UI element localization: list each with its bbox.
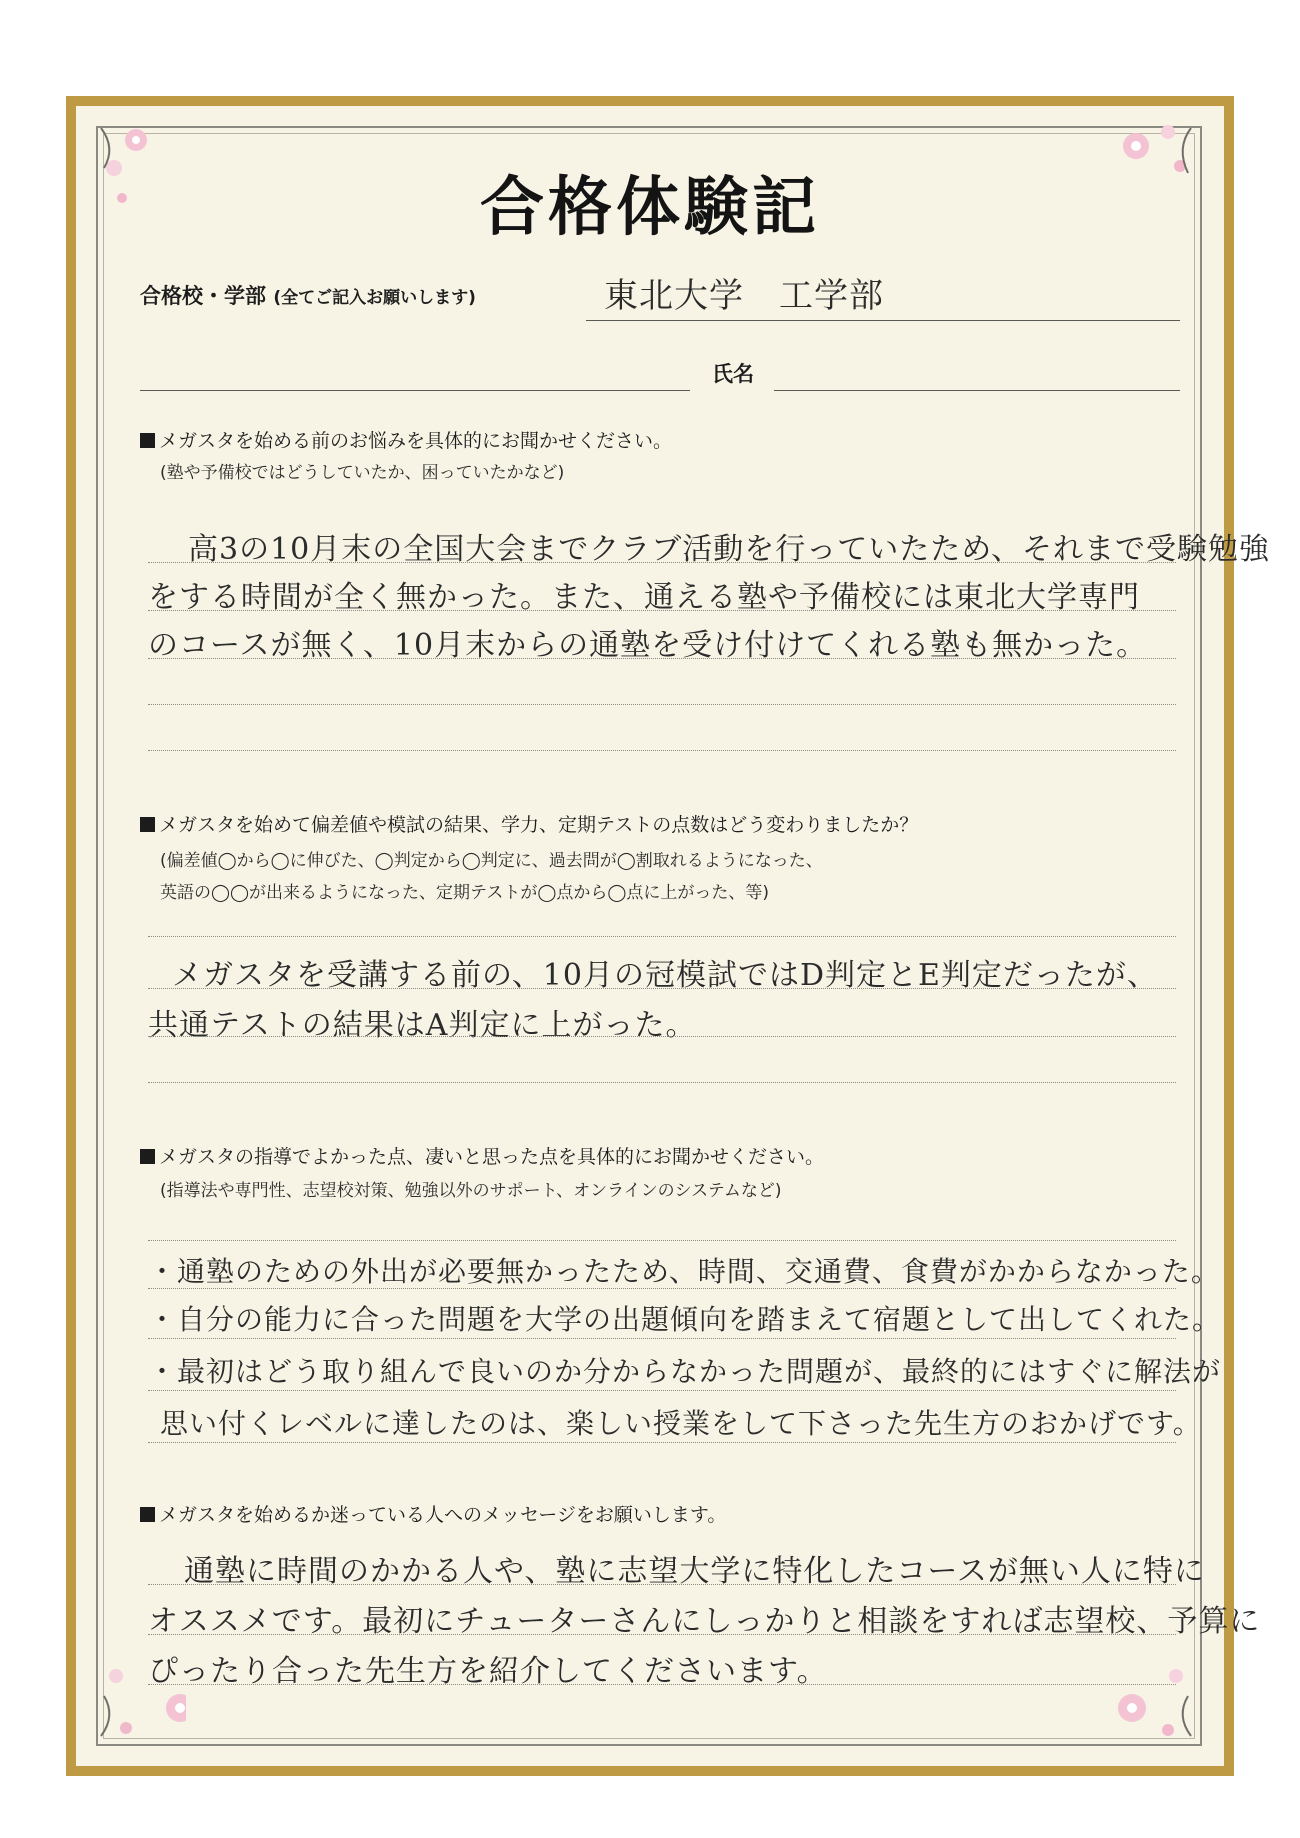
writing-line (148, 750, 1176, 751)
section-2-answer-line: メガスタを受講する前の、10月の冠模試ではD判定とE判定だったが、 (172, 958, 1158, 993)
school-underline (586, 320, 1180, 321)
section-2-heading-text: メガスタを始めて偏差値や模試の結果、学力、定期テストの点数はどう変わりましたか？ (159, 814, 919, 836)
writing-line (148, 936, 1176, 937)
name-left-underline (140, 390, 690, 391)
writing-line (148, 704, 1176, 705)
square-bullet-icon (140, 817, 155, 832)
school-label (140, 280, 476, 310)
name-underline (774, 390, 1180, 391)
section-1-answer-line: 高3の10月末の全国大会までクラブ活動を行っていたため、それまで受験勉強 (188, 532, 1271, 567)
writing-line (148, 610, 1176, 611)
school-note: (全てご記入お願いします) (273, 288, 476, 308)
writing-line (148, 1338, 1176, 1339)
section-1-answer-line: のコースが無く、10月末からの通塾を受け付けてくれる塾も無かった。 (148, 628, 1148, 663)
section-1-sub: (塾や予備校ではどうしていたか、困っていたかなど) (160, 463, 565, 483)
section-1-heading (140, 426, 672, 453)
section-2-answer-line: 共通テストの結果はA判定に上がった。 (148, 1008, 697, 1043)
flower-ornament-bottom-right-icon (1106, 1656, 1196, 1746)
section-3-answer-line: 思い付くレベルに達したのは、楽しい授業をして下さった先生方のおかげです。 (160, 1407, 1202, 1440)
writing-line (148, 1036, 1176, 1037)
school-value: 東北大学 工学部 (604, 276, 884, 316)
section-3-heading-text: メガスタの指導でよかった点、凄いと思った点を具体的にお聞かせください。 (159, 1146, 825, 1168)
school-label-text: 合格校・学部 (140, 284, 266, 308)
section-3-sub: (指導法や専門性、志望校対策、勉強以外のサポート、オンラインのシステムなど) (160, 1181, 782, 1201)
section-4-answer-line: オススメです。最初にチューターさんにしっかりと相談をすれば志望校、予算に (148, 1604, 1261, 1639)
name-label: 氏名 (712, 362, 754, 386)
writing-line (148, 1584, 1176, 1585)
section-4-heading-text: メガスタを始めるか迷っている人へのメッセージをお願いします。 (159, 1504, 727, 1526)
writing-line (148, 1240, 1176, 1241)
section-1-heading-text: メガスタを始める前のお悩みを具体的にお聞かせください。 (159, 430, 673, 452)
writing-line (148, 1082, 1176, 1083)
section-4-answer-line: 通塾に時間のかかる人や、塾に志望大学に特化したコースが無い人に特に (184, 1554, 1205, 1589)
section-3-answer-line: ・最初はどう取り組んで良いのか分からなかった問題が、最終的にはすぐに解法が (148, 1355, 1222, 1388)
section-2-sub: (偏差値◯から◯に伸びた、◯判定から◯判定に、過去問が◯割取れるようになった、 (160, 851, 823, 871)
square-bullet-icon (140, 1149, 155, 1164)
section-3-answer-line: ・自分の能力に合った問題を大学の出題傾向を踏まえて宿題として出してくれた。 (148, 1303, 1222, 1336)
section-4-heading (140, 1500, 726, 1527)
square-bullet-icon (140, 1507, 155, 1522)
writing-line (148, 1390, 1176, 1391)
section-3-heading (140, 1142, 824, 1169)
writing-line (148, 1634, 1176, 1635)
section-3-answer-line: ・通塾のための外出が必要無かったため、時間、交通費、食費がかからなかった。 (148, 1255, 1220, 1288)
writing-line (148, 562, 1176, 563)
writing-line (148, 988, 1176, 989)
section-1-answer-line: をする時間が全く無かった。また、通える塾や予備校には東北大学専門 (148, 580, 1140, 615)
square-bullet-icon (140, 433, 155, 448)
writing-line (148, 1288, 1176, 1289)
page-title: 合格体験記 (480, 170, 820, 245)
section-2-heading (140, 810, 918, 837)
writing-line (148, 1442, 1176, 1443)
writing-line (148, 1684, 1176, 1685)
section-2-sub: 英語の◯◯が出来るようになった、定期テストが◯点から◯点に上がった、等) (160, 883, 770, 903)
section-4-answer-line: ぴったり合った先生方を紹介してくださいます。 (148, 1654, 828, 1689)
writing-line (148, 658, 1176, 659)
